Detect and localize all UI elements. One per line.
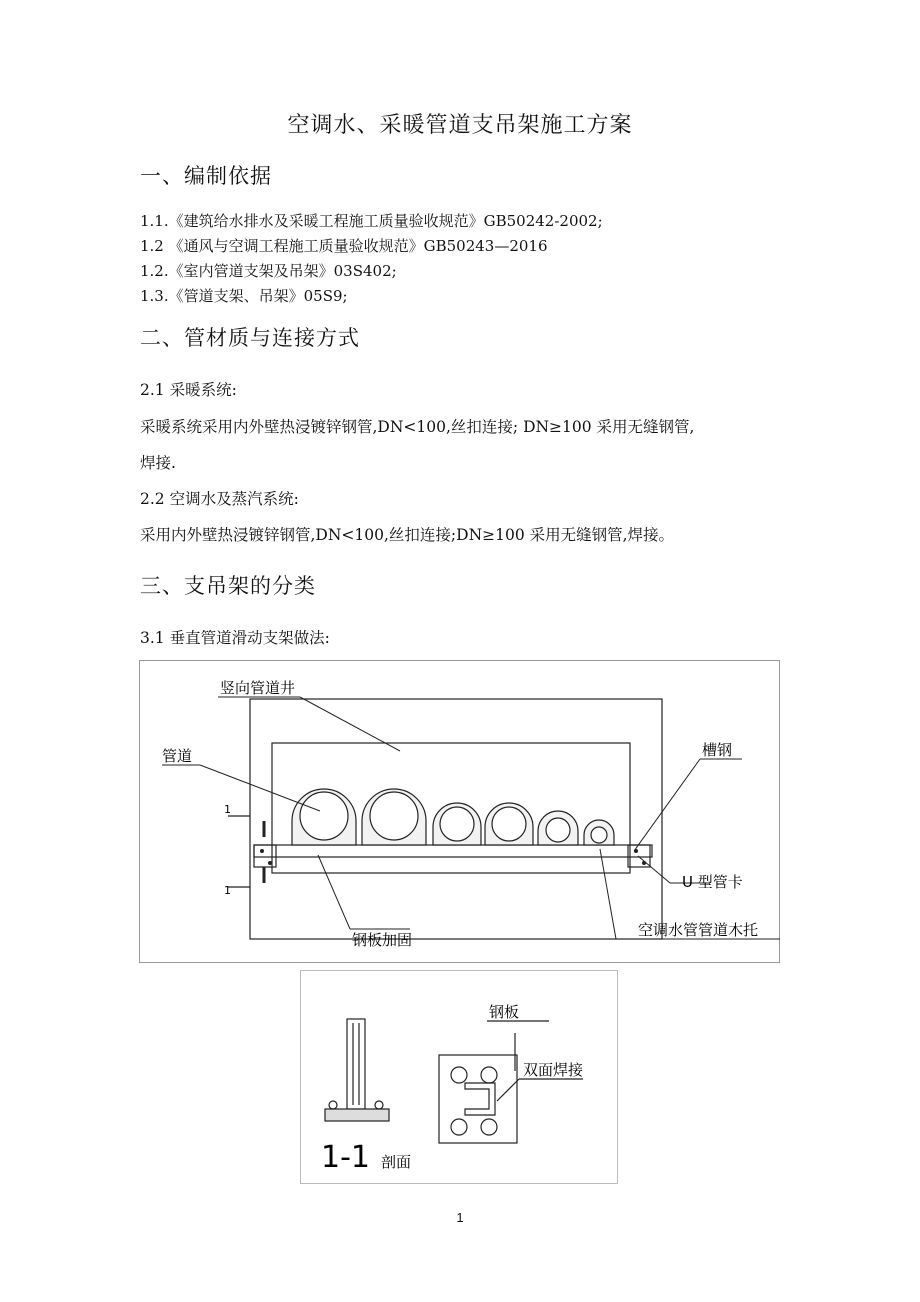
section-drawing-svg xyxy=(301,971,619,1185)
pipe-label: 管道 xyxy=(162,747,193,765)
ac-steam-subheading: 2.2 空调水及蒸汽系统: xyxy=(140,490,299,508)
document-title: 空调水、采暖管道支吊架施工方案 xyxy=(287,113,633,138)
heating-system-subheading: 2.1 采暖系统: xyxy=(140,381,237,399)
plate-label: 钢板 xyxy=(489,1003,520,1021)
heating-system-text-1: 采暖系统采用内外壁热浸镀锌钢管,DN<100,丝扣连接; DN≥100 采用无缝钢管, xyxy=(140,418,695,436)
u-clamp-label: U 型管卡 xyxy=(682,873,743,891)
section-heading-2: 二、管材质与连接方式 xyxy=(140,326,360,350)
section-number-label: 1-1 xyxy=(321,1140,370,1175)
shaft-label: 竖向管道井 xyxy=(220,679,296,697)
section-heading-1: 一、编制依据 xyxy=(140,164,272,188)
section-mark-bottom: 1 xyxy=(224,884,231,897)
steel-plate-label: 钢板加固 xyxy=(352,931,413,949)
basis-line-3: 1.2.《室内管道支架及吊架》03S402; xyxy=(140,262,397,280)
basis-line-1: 1.1.《建筑给水排水及采暖工程施工质量验收规范》GB50242-2002; xyxy=(140,212,603,230)
vertical-support-subheading: 3.1 垂直管道滑动支架做法: xyxy=(140,629,330,647)
weld-label: 双面焊接 xyxy=(523,1061,584,1079)
channel-steel-label: 槽钢 xyxy=(702,741,733,759)
wood-support-label: 空调水管管道木托 xyxy=(638,921,759,939)
section-heading-3: 三、支吊架的分类 xyxy=(140,574,316,598)
ac-steam-text: 采用内外壁热浸镀锌钢管,DN<100,丝扣连接;DN≥100 采用无缝钢管,焊接。 xyxy=(140,526,675,544)
section-detail-drawing xyxy=(300,970,618,1184)
shaft-drawing-svg xyxy=(140,661,781,964)
basis-line-4: 1.3.《管道支架、吊架》05S9; xyxy=(140,287,348,305)
basis-line-2: 1.2 《通风与空调工程施工质量验收规范》GB50243—2016 xyxy=(140,237,548,255)
heating-system-text-2: 焊接. xyxy=(140,454,176,472)
section-suffix-label: 剖面 xyxy=(381,1153,412,1171)
section-mark-top: 1 xyxy=(224,803,231,816)
page-number: 1 xyxy=(456,1210,464,1225)
vertical-shaft-support-drawing xyxy=(139,660,780,963)
